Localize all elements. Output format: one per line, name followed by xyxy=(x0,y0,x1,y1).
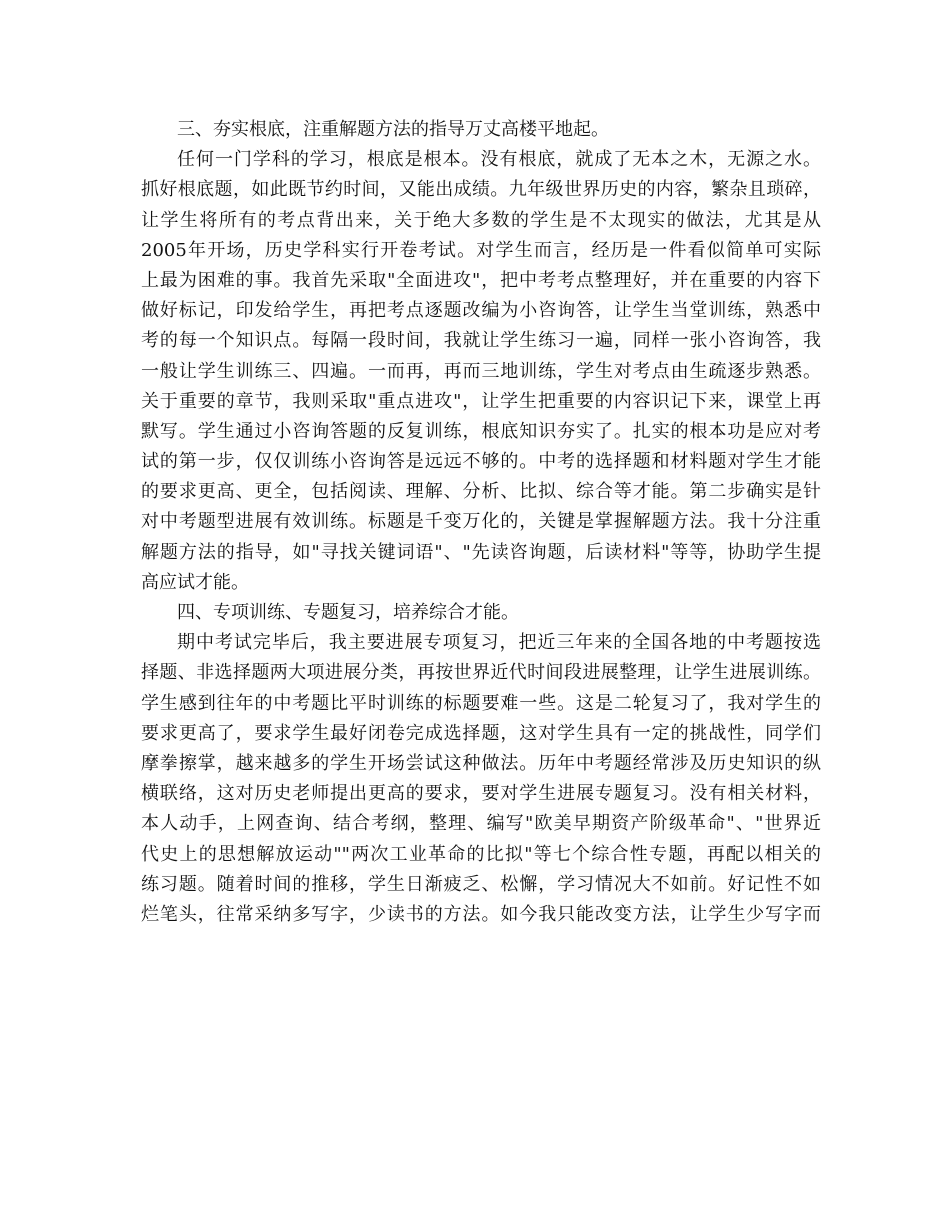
text-line: 的要求更高、更全，包括阅读、理解、分析、比拟、综合等才能。第二步确实是针 xyxy=(141,481,821,503)
text-line: 高应试才能。 xyxy=(141,571,249,593)
text-line: 上最为困难的事。我首先采取"全面进攻"，把中考考点整理好，并在重要的内容下 xyxy=(141,269,821,291)
text-line: 烂笔头，往常采纳多写字，少读书的方法。如今我只能改变方法，让学生少写字而 xyxy=(141,903,821,925)
text-line: 四、专项训练、专题复习，培养综合才能。 xyxy=(177,602,519,623)
text-line: 一般让学生训练三、四遍。一而再，再而三地训练，学生对考点由生疏逐步熟悉。 xyxy=(141,360,821,382)
text-line: 默写。学生通过小咨询答题的反复训练，根底知识夯实了。扎实的根本功是应对考 xyxy=(141,420,821,442)
text-line: 考的每一个知识点。每隔一段时间，我就让学生练习一遍，同样一张小咨询答，我 xyxy=(141,330,821,352)
text-line: 抓好根底题，如此既节约时间，又能出成绩。九年级世界历史的内容，繁杂且琐碎， xyxy=(141,179,821,201)
text-line: 本人动手，上网查询、结合考纲，整理、编写"欧美早期资产阶级革命"、"世界近 xyxy=(141,813,821,835)
text-line: 2005年开场，历史学科实行开卷考试。对学生而言，经历是一件看似简单可实际 xyxy=(141,239,821,261)
text-line: 对中考题型进展有效训练。标题是千变万化的，关键是掌握解题方法。我十分注重 xyxy=(141,511,821,533)
text-line: 解题方法的指导，如"寻找关键词语"、"先读咨询题，后读材料"等等，协助学生提 xyxy=(141,541,821,563)
document-body xyxy=(141,115,821,930)
text-line: 任何一门学科的学习，根底是根本。没有根底，就成了无本之木，无源之水。 xyxy=(177,149,821,171)
text-line: 三、夯实根底，注重解题方法的指导万丈高楼平地起。 xyxy=(177,119,609,140)
text-line: 摩拳擦掌，越来越多的学生开场尝试这种做法。历年中考题经常涉及历史知识的纵 xyxy=(141,752,821,774)
text-line: 横联络，这对历史老师提出更高的要求，要对学生进展专题复习。没有相关材料， xyxy=(141,783,821,805)
text-line: 关于重要的章节，我则采取"重点进攻"，让学生把重要的内容识记下来，课堂上再 xyxy=(141,390,821,412)
text-line: 做好标记，印发给学生，再把考点逐题改编为小咨询答，让学生当堂训练，熟悉中 xyxy=(141,300,821,322)
text-line: 择题、非选择题两大项进展分类，再按世界近代时间段进展整理，让学生进展训练。 xyxy=(141,662,821,684)
text-line: 试的第一步，仅仅训练小咨询答是远远不够的。中考的选择题和材料题对学生才能 xyxy=(141,451,821,473)
text-line: 期中考试完毕后，我主要进展专项复习，把近三年来的全国各地的中考题按选 xyxy=(177,632,821,654)
text-line: 学生感到往年的中考题比平时训练的标题要难一些。这是二轮复习了，我对学生的 xyxy=(141,692,821,714)
text-line: 练习题。随着时间的推移，学生日渐疲乏、松懈，学习情况大不如前。好记性不如 xyxy=(141,873,821,895)
text-line: 要求更高了，要求学生最好闭卷完成选择题，这对学生具有一定的挑战性，同学们 xyxy=(141,722,821,744)
text-line: 让学生将所有的考点背出来，关于绝大多数的学生是不太现实的做法，尤其是从 xyxy=(141,209,821,231)
text-line: 代史上的思想解放运动""两次工业革命的比拟"等七个综合性专题，再配以相关的 xyxy=(141,843,821,865)
